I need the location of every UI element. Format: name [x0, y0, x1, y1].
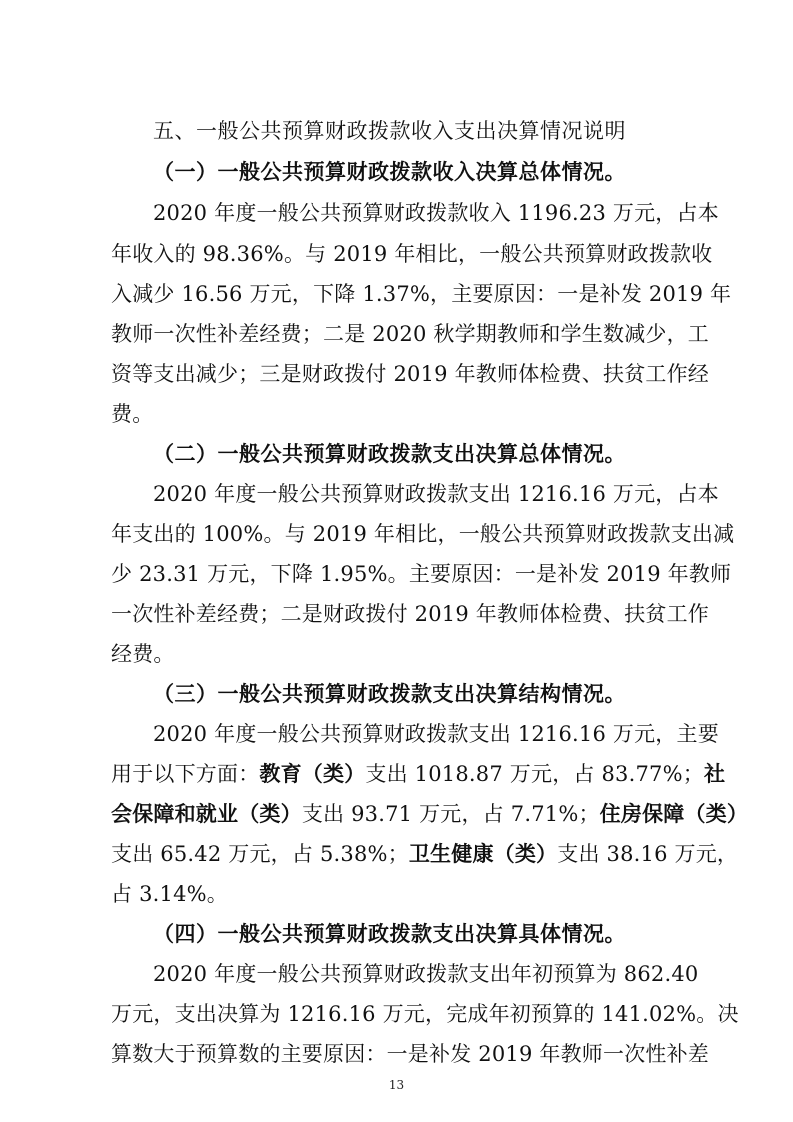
category-health: 卫生健康（类）	[408, 842, 558, 866]
s4-line-2: 万元，支出决算为 1216.16 万元，完成年初预算的 141.02%。决	[111, 1002, 739, 1026]
page-number: 13	[388, 1078, 405, 1092]
s2-line-5: 经费。	[111, 642, 175, 666]
s2-heading: （二）一般公共预算财政拨款支出决算总体情况。	[153, 442, 626, 466]
s1-line-5: 资等支出减少；三是财政拨付 2019 年教师体检费、扶贫工作经	[111, 362, 709, 386]
s1-line-4: 教师一次性补差经费；二是 2020 秋学期教师和学生数减少，工	[111, 322, 709, 346]
s1-line-2: 年收入的 98.36%。与 2019 年相比，一般公共预算财政拨款收	[111, 242, 713, 266]
s4-line-1: 2020 年度一般公共预算财政拨款支出年初预算为 862.40	[153, 962, 699, 986]
s2-line-4: 一次性补差经费；二是财政拨付 2019 年教师体检费、扶贫工作	[111, 602, 709, 626]
s1-line-6: 费。	[111, 402, 154, 426]
s2-line-2: 年支出的 100%。与 2019 年相比，一般公共预算财政拨款支出减	[111, 522, 735, 546]
s2-line-1: 2020 年度一般公共预算财政拨款支出 1216.16 万元，占本	[153, 482, 719, 506]
s2-line-3: 少 23.31 万元，下降 1.95%。主要原因：一是补发 2019 年教师	[111, 562, 732, 586]
s3-line-3	[111, 800, 749, 828]
category-social-security: 会保障和就业（类）	[111, 802, 302, 826]
category-social-security-start: 社	[703, 762, 726, 786]
s3-line-3-b: 支出 93.71 万元，占 7.71%；	[301, 802, 600, 826]
s4-heading: （四）一般公共预算财政拨款支出决算具体情况。	[153, 922, 626, 946]
s3-line-4	[111, 840, 739, 868]
category-education: 教育（类）	[259, 762, 366, 786]
s3-heading: （三）一般公共预算财政拨款支出决算结构情况。	[153, 682, 626, 706]
s3-line-2-a: 用于以下方面：	[111, 762, 260, 786]
s3-line-4-a: 支出 65.42 万元，占 5.38%；	[111, 842, 409, 866]
s3-line-5: 占 3.14%。	[111, 882, 228, 906]
s1-line-1: 2020 年度一般公共预算财政拨款收入 1196.23 万元，占本	[153, 201, 719, 225]
s1-heading: （一）一般公共预算财政拨款收入决算总体情况。	[153, 160, 626, 184]
s3-line-1: 2020 年度一般公共预算财政拨款支出 1216.16 万元，主要	[153, 722, 719, 746]
s4-line-3: 算数大于预算数的主要原因：一是补发 2019 年教师一次性补差	[111, 1042, 709, 1066]
s1-line-3: 入减少 16.56 万元，下降 1.37%，主要原因：一是补发 2019 年	[111, 282, 732, 306]
category-housing: 住房保障（类）	[599, 802, 749, 826]
s3-line-2	[111, 760, 726, 788]
s3-line-2-c: 支出 1018.87 万元，占 83.77%；	[365, 762, 704, 786]
section-title: 五、一般公共预算财政拨款收入支出决算情况说明	[153, 119, 626, 143]
s3-line-4-c: 支出 38.16 万元，	[557, 842, 739, 866]
